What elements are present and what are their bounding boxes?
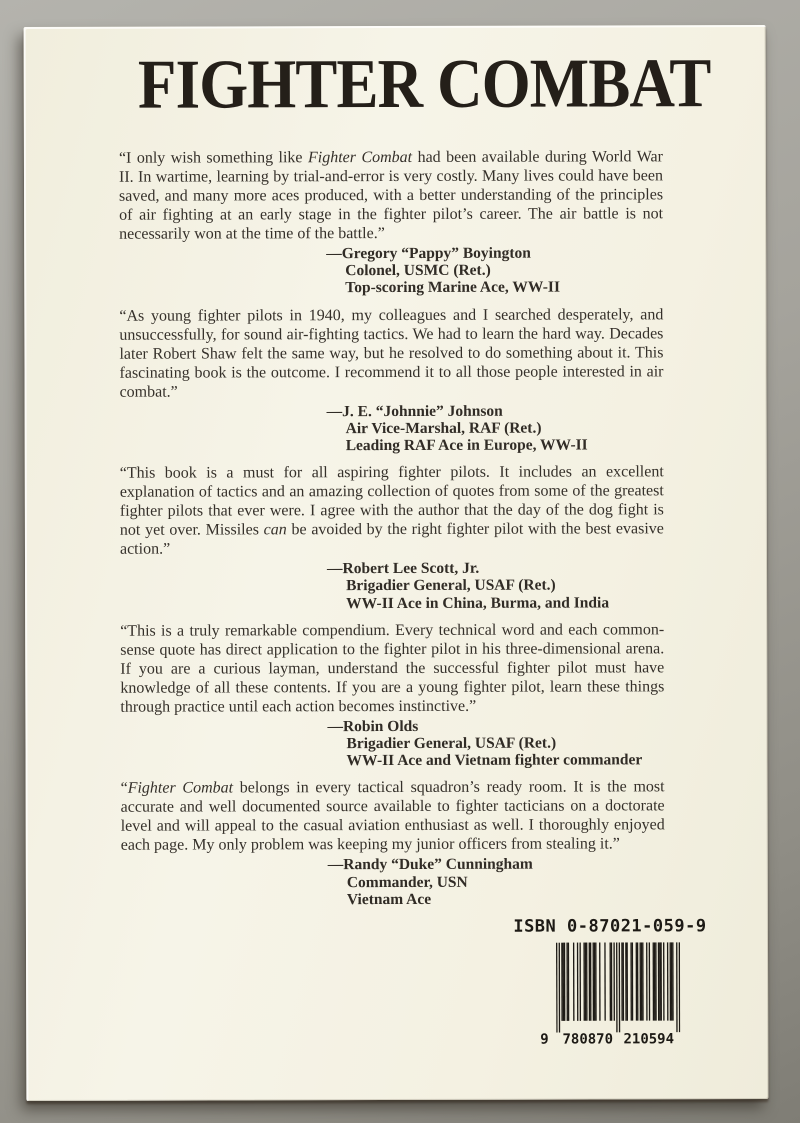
quote-text: “As young fighter pilots in 1940, my colleagues and I searched desperately, and unsuccessfully, for sound air-fighting tactics. We had to learn the hard way. Decades later Robert Shaw felt the same way, but he resolved to do something about it. This fascinating book is the outcome. I recommend it to all those people interested in air combat.” [119, 305, 664, 401]
barcode-bars [556, 942, 680, 1032]
quote-text: “This is a truly remarkable compendium. Every technical word and each common-sense quote has direct application to the fighter pilot in his three-dimensional arena. If you are a curious layman, understand the successful fighter pilot must have knowledge of all these contents. If you are a young fighter pilot, learn these things through practice until each action becomes instinctive.” [120, 621, 665, 716]
quote-attribution [327, 560, 664, 612]
attribution-rank: Air Vice-Marshal, RAF (Ret.) [345, 419, 542, 437]
quote-text: “I only wish something like Fighter Combat had been available during World War II. In wartime, learning by trial-and-error is very costly. Many lives could have been saved, and many more aces produced, with a better understanding of the principles of air fighting at an early stage in the fighter pilot’s career. The air battle is not necessarily won at the time of the battle.” [118, 148, 664, 243]
attribution-honor: Top-scoring Marine Ace, WW-II [345, 278, 561, 297]
quote-text: “Fighter Combat belongs in every tactical squadron’s ready room. It is the most accurate and well documented source available to fighter tacticians on a doctorate level and will appeal to the casual aviation enthusiast as well. I thoroughly enjoyed each page. My only problem was keeping my junior officers from stealing it.” [120, 778, 665, 855]
quote-text: “This book is a must for all aspiring fighter pilots. It includes an excellent explanation of tactics and an amazing collection of quotes from some of the greatest fighter pilots that ever were. I agree with the author that the day of the dog fight is not yet over. Missiles can be avoided by the right fighter pilot with the best evasive action.” [119, 463, 664, 558]
book-title: FIGHTER COMBAT [137, 45, 711, 124]
attribution-rank: Colonel, USMC (Ret.) [345, 261, 491, 280]
attribution-honor: Leading RAF Ace in Europe, WW-II [345, 436, 588, 455]
quote-attribution [327, 402, 664, 454]
attribution-rank: Brigadier General, USAF (Ret.) [346, 577, 556, 595]
attribution-name: —Robin Olds [327, 717, 419, 736]
isbn-label: ISBN 0-87021-059-9 [513, 916, 707, 937]
attribution-honor: WW-II Ace in China, Burma, and India [346, 594, 610, 612]
attribution-honor: Vietnam Ace [346, 890, 432, 908]
quote-block [119, 305, 663, 455]
barcode-digits [540, 1032, 680, 1046]
attribution-name: —J. E. “Johnnie” Johnson [326, 402, 503, 420]
quote-block [121, 778, 665, 909]
attribution-name: —Robert Lee Scott, Jr. [326, 560, 480, 578]
quote-attribution [327, 717, 664, 769]
quote-attribution [326, 244, 663, 296]
quote-block [119, 147, 663, 297]
quote-attribution [328, 856, 665, 908]
quote-block [120, 620, 664, 770]
attribution-rank: Commander, USN [346, 873, 468, 891]
quote-block [120, 463, 664, 613]
isbn-block [505, 916, 715, 1047]
ean13-barcode [540, 942, 680, 1046]
barcode-right-group: 210594 [623, 1031, 675, 1048]
attribution-name: —Gregory “Pappy” Boyington [326, 244, 531, 263]
attribution-honor: WW-II Ace and Vietnam fighter commander [346, 751, 643, 770]
book-back-cover [24, 25, 769, 1101]
barcode-lead-digit: 9 [540, 1031, 549, 1048]
barcode-left-group: 780870 [562, 1031, 614, 1048]
attribution-name: —Randy “Duke” Cunningham [327, 856, 533, 874]
attribution-rank: Brigadier General, USAF (Ret.) [346, 734, 557, 753]
